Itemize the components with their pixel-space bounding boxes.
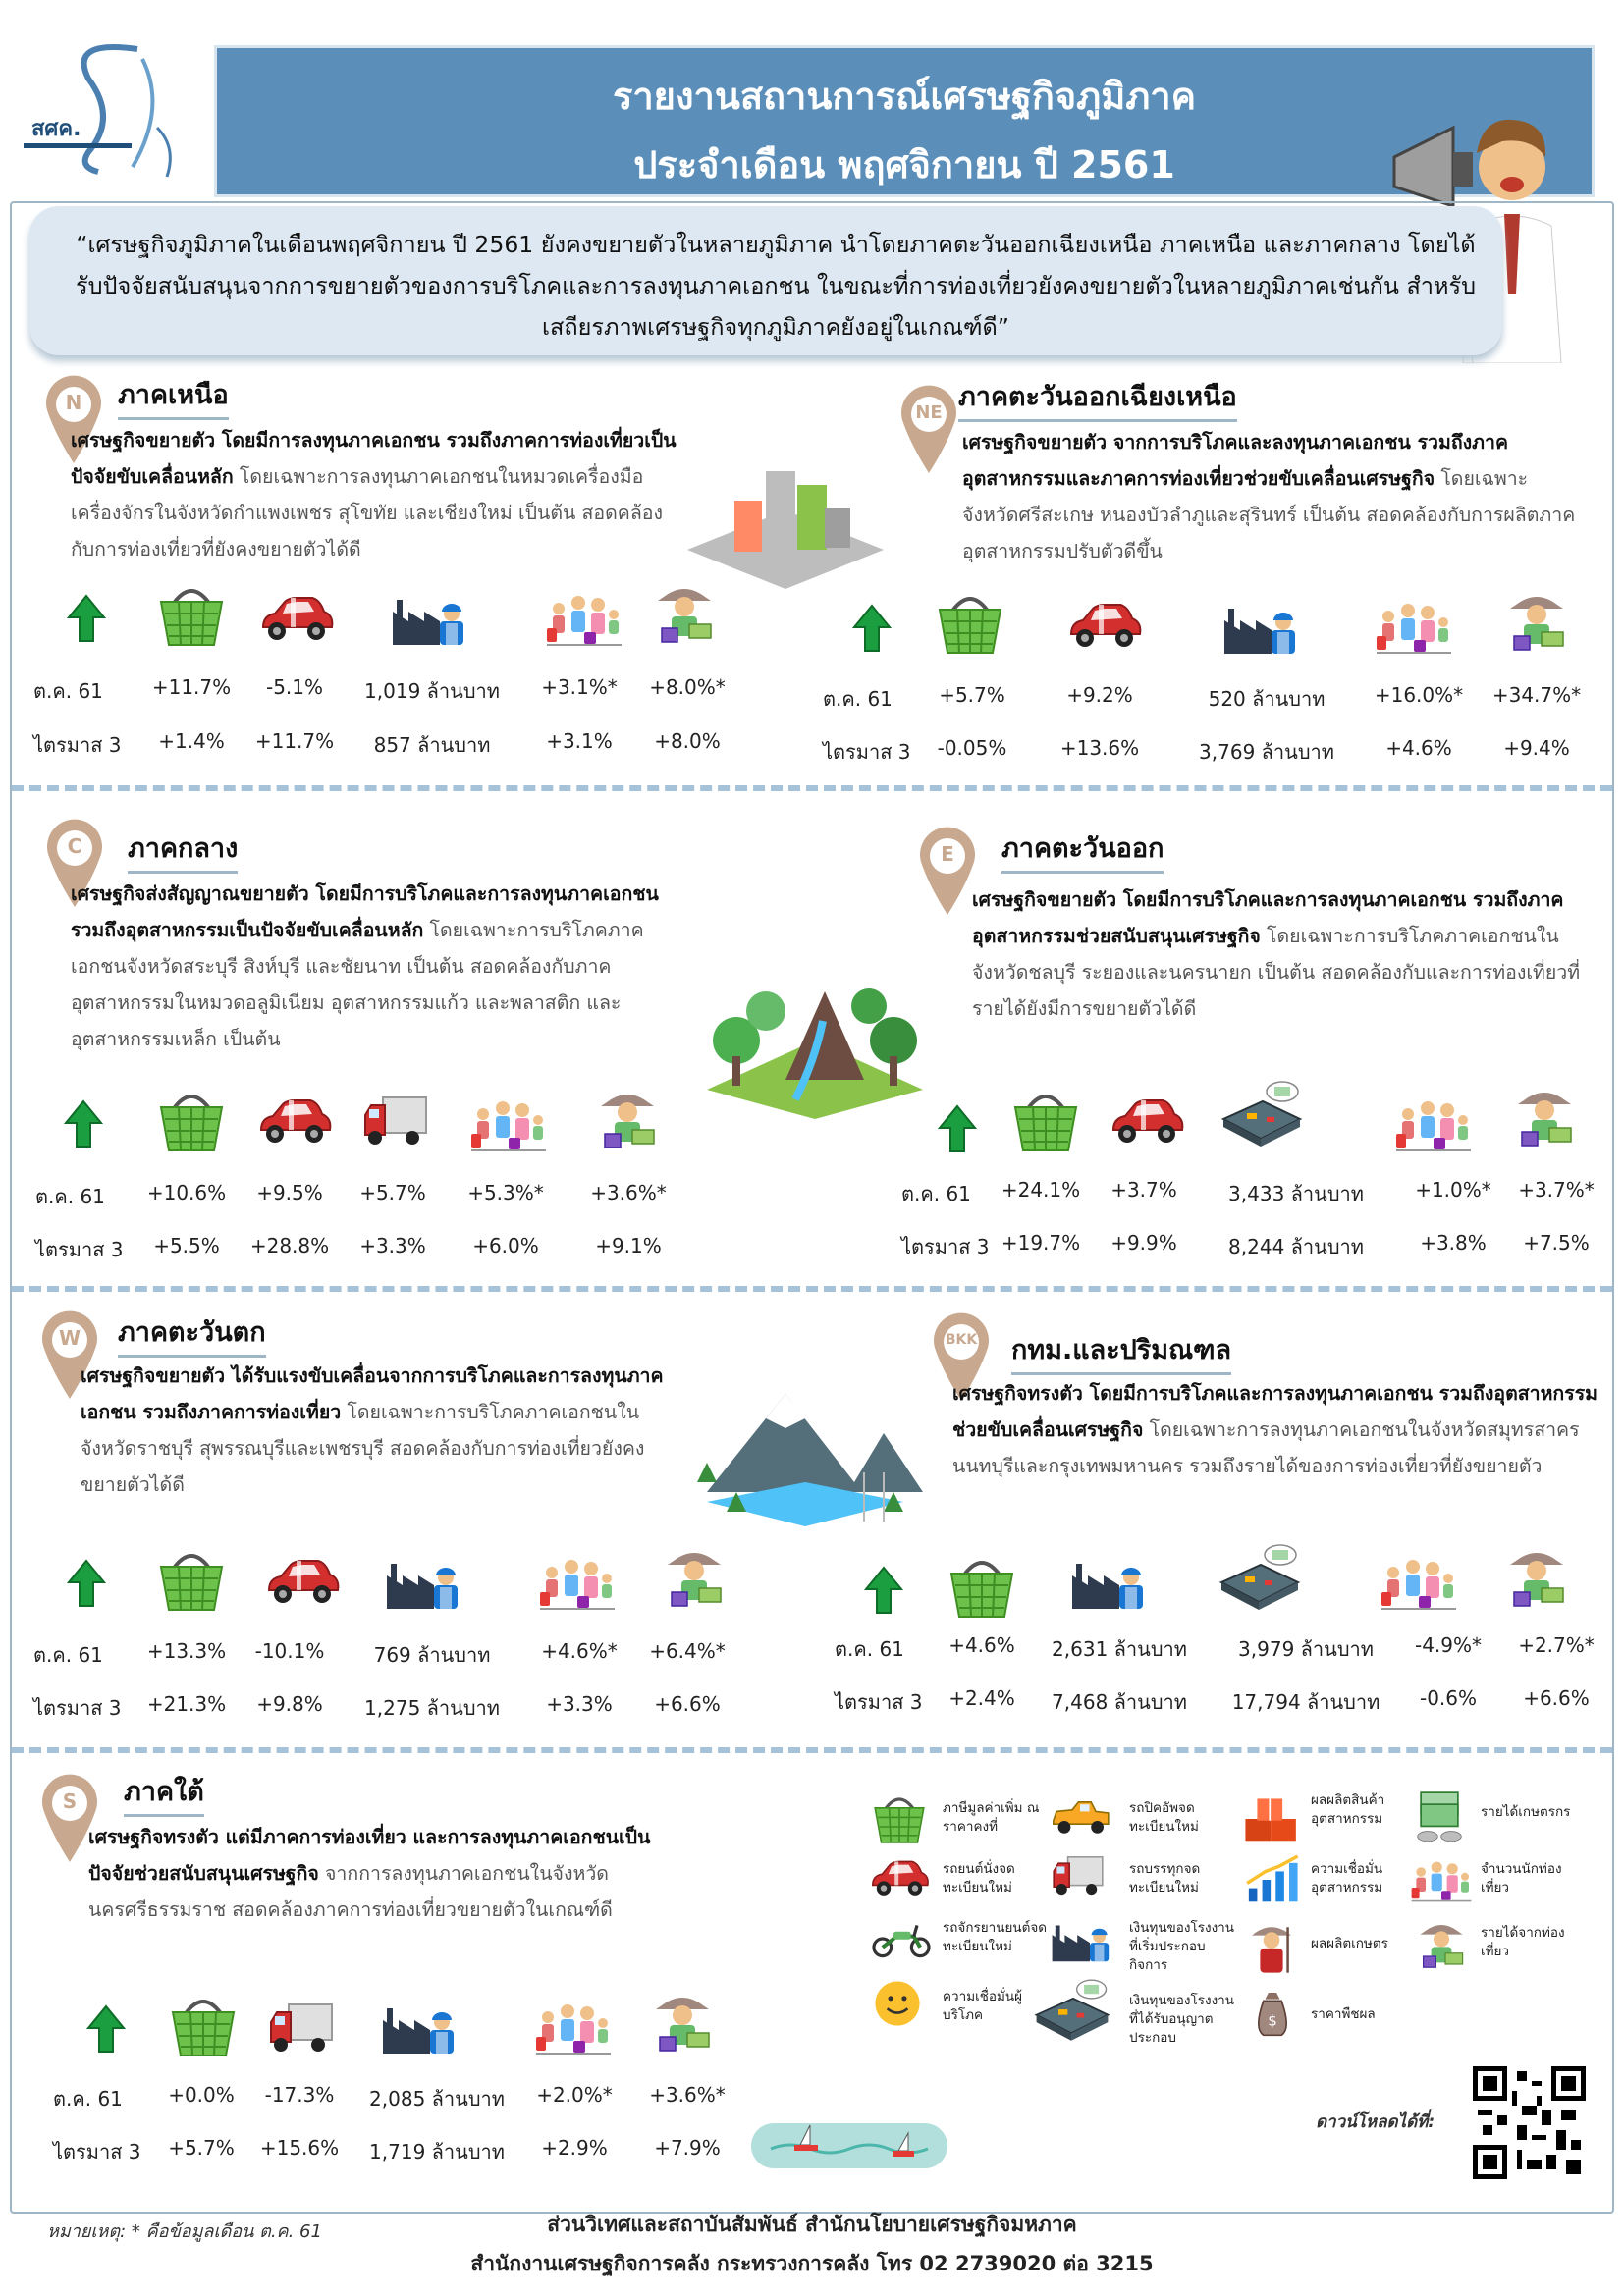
value: +3.1%* [541,675,618,699]
forest-illustration [697,962,933,1119]
factory-icon [1070,1556,1149,1611]
value: 769 ล้านบาท [373,1643,491,1667]
region-east [903,813,1610,1068]
region-description [972,881,1591,1027]
row-label: ไตรมาส 3 [835,1690,923,1714]
value: 17,794 ล้านบาท [1231,1690,1380,1714]
svg-text:สศค.: สศค. [31,117,81,141]
region-description [71,876,679,1057]
tourists-icon [1394,1095,1473,1153]
row-label: ไตรมาส 3 [35,1238,124,1261]
region-west [0,1301,707,1556]
quarter-row [815,1686,1610,1716]
value: +5.5% [153,1234,220,1257]
value: +3.8% [1420,1231,1487,1255]
row-label: ไตรมาส 3 [901,1235,990,1258]
car-icon [1065,601,1144,652]
value: -17.3% [264,2083,335,2107]
legend-farm-income: รายได้เกษตรกร [1481,1804,1571,1820]
factory-icon [1222,601,1301,656]
region-code: C [67,834,82,858]
basket-icon [157,1090,226,1152]
factory-icon [385,1556,463,1611]
value: 3,433 ล้านบาท [1228,1182,1364,1205]
region-bangkok [913,1301,1610,1556]
value: 3,979 ล้านบาท [1238,1637,1374,1661]
value: 1,275 ล้านบาท [364,1696,500,1720]
footnote: หมายเหตุ: * คือข้อมูลเดือน ต.ค. 61 [47,2221,322,2242]
tourism-income-icon [650,579,719,648]
value: +3.1% [546,729,613,753]
money-bag-icon [1252,1988,1293,2037]
machinery-icon [1031,1978,1113,2043]
legend-vat: ภาษีมูลค่าเพิ่ม ณ ราคาคงที่ [943,1800,1040,1835]
value: 2,631 ล้านบาท [1052,1637,1187,1661]
summary-text: “เศรษฐกิจภูมิภาคในเดือนพฤศจิกายน ปี 2561 ยังคงขยายตัวในหลายภูมิภาค นำโดยภาคตะวันออกเฉียงเหนือ ภาคเหนือ และภาคกลาง โดยได้รับปัจจัยสนับสนุนจากการขยายตัวของการบริโภคและการลงทุนภาคเอกชน ในขณะที่การท่องเที่ยวยังคงขยายตัวในหลายภูมิภาคเช่นกัน สำหรับเสถียรภาพเศรษฐกิจทุกภูมิภาคยังอยู่ในเกณฑ์ดี” [75,231,1477,341]
tourists-icon [545,589,623,648]
region-name: ภาคใต้ [124,1770,204,1817]
value: +3.7% [1110,1178,1177,1201]
value: -4.9%* [1414,1633,1483,1657]
summary-box [29,206,1502,355]
basket-icon [157,584,226,647]
region-detail: โดยเฉพาะการบริโภคภาคเอกชนจังหวัดสระบุรี สิงห์บุรี และชัยนาท เป็นต้น สอดคล้องกับภาคอุตสาหกรรมในหมวดอลูมิเนียม อุตสาหกรรมแก้ว และพลาสติก และอุตสาหกรรมเหล็ก เป็นต้น [71,919,644,1050]
tourism-income-icon [1502,587,1571,656]
month-row [0,1181,707,1210]
factory-icon [391,592,469,647]
value: +2.4% [948,1686,1015,1710]
tourists-icon [1380,1553,1458,1612]
tourists-icon [534,1998,613,2056]
report-title: รายงานสถานการณ์เศรษฐกิจภูมิภาค [612,75,1197,118]
value: +3.3% [359,1234,426,1257]
value: +13.3% [146,1639,227,1663]
legend-tourists: จำนวนนักท่องเที่ยว [1481,1861,1562,1896]
region-detail: โดยเฉพาะการลงทุนภาคเอกชนในจังหวัดสมุทรสาคร นนทบุรีและกรุงเทพมหานคร รวมถึงรายได้ของการท่องเที่ยวที่ยังขยายตัว [952,1418,1580,1477]
value: +9.5% [256,1181,323,1204]
value: +6.6% [1523,1686,1590,1710]
region-code: NE [915,402,943,423]
value: +1.4% [158,729,225,753]
motorcycle-icon [870,1919,933,1958]
row-label: ต.ค. 61 [901,1182,971,1205]
month-row [815,1633,1610,1663]
value: +16.0%* [1374,683,1464,707]
factory-icon [381,2001,460,2056]
bar-chart-icon [1242,1854,1301,1905]
region-detail: โดยเฉพาะการบริโภคภาคเอกชนในจังหวัดราชบุรี สุพรรณบุรีและเพชรบุรี สอดคล้องกับการท่องเที่ยวยังคงขยายตัวได้ดี [81,1401,645,1496]
value: +4.6% [1385,736,1452,760]
value: +8.0% [654,729,721,753]
row-label: ต.ค. 61 [823,687,893,711]
value: +7.9% [654,2136,721,2160]
value: -0.05% [937,736,1007,760]
value: +6.0% [472,1234,539,1257]
legend-car-reg: รถยนต์นั่งจดทะเบียนใหม่ [943,1861,1015,1896]
tourism-income-icon [1414,1917,1469,1972]
value: 520 ล้านบาท [1208,687,1326,711]
region-detail: โดยเฉพาะจังหวัดศรีสะเกษ หนองบัวลำภูและสุรินทร์ เป็นต้น สอดคล้องกับการผลิตภาคอุตสาหกรรมปรับตัวดีขึ้น [962,467,1576,562]
value: +2.0%* [536,2083,613,2107]
value: 857 ล้านบาท [373,733,491,757]
tourism-income-icon [648,1988,717,2056]
up-arrow-icon [864,1566,903,1615]
value: +5.3%* [467,1181,544,1204]
month-row [0,2083,746,2112]
region-highlight: เศรษฐกิจขยายตัว โดยมีการลงทุนภาคเอกชน รวมถึงภาคการท่องเที่ยวเป็นปัจจัยขับเคลื่อนหลัก [71,429,677,488]
value: -5.1% [265,675,324,699]
region-description [962,424,1581,569]
region-name: ภาคกลาง [128,827,238,874]
value: 1,019 ล้านบาท [364,679,500,703]
region-name: ภาคตะวันตก [118,1310,266,1358]
value: +19.7% [1001,1231,1081,1255]
up-arrow-icon [86,2004,126,2054]
boxes-icon [1242,1793,1301,1844]
value: +11.7% [151,675,232,699]
value: +9.9% [1110,1231,1177,1255]
up-arrow-icon [67,1559,106,1608]
region-detail: โดยเฉพาะการบริโภคภาคเอกชนในจังหวัดชลบุรี ระยองและนครนายก เป็นต้น สอดคล้องกับและการท่องเที่ยวที่รายได้ยังมีการขยายตัวได้ดี [972,925,1581,1020]
region-code: BKK [945,1332,978,1348]
quarter-row [0,2136,746,2165]
tourism-income-icon [660,1543,729,1612]
legend-licensed-factory: เงินทุนของโรงงานที่ได้รับอนุญาตประกอบ [1129,1993,1234,2046]
value: +15.6% [259,2136,340,2160]
legend-truck-reg: รถบรรทุกจดทะเบียนใหม่ [1129,1861,1201,1896]
legend-new-factory: เงินทุนของโรงงานที่เริ่มประกอบกิจการ [1129,1920,1234,1973]
value: +34.7%* [1491,683,1582,707]
month-row [884,1178,1610,1207]
month-row [815,683,1620,713]
value: 7,468 ล้านบาท [1052,1690,1187,1714]
value: +7.5% [1523,1231,1590,1255]
region-name: ภาคตะวันออกเฉียงเหนือ [958,375,1237,422]
value: +9.2% [1066,683,1133,707]
download-label: ดาวน์โหลดได้ที่: [1316,2112,1435,2132]
region-code: W [58,1326,81,1350]
report-period: ประจำเดือน พฤศจิกายน ปี 2561 [633,143,1175,187]
basket-icon [936,592,1004,655]
row-label: ต.ค. 61 [53,2087,123,2110]
value: +6.6% [654,1692,721,1716]
farmer-icon [1247,1919,1296,1976]
value: +11.7% [254,729,335,753]
legend-confidence: ความเชื่อมั่นผู้บริโภค [943,1989,1023,2023]
logo [20,20,196,191]
car-icon [1108,1096,1186,1148]
factory-icon [1051,1919,1113,1963]
region-detail: จากการลงทุนภาคเอกชนในจังหวัดนครศรีธรรมราช สอดคล้องภาคการท่องเที่ยวขยายตัวในเกณฑ์ดี [88,1862,613,1921]
value: +13.6% [1059,736,1140,760]
value: 2,085 ล้านบาท [369,2087,505,2110]
basket-icon [872,1793,927,1844]
region-description [71,422,679,567]
up-arrow-icon [938,1104,977,1153]
divider [12,1286,1612,1292]
quarter-row [815,736,1620,766]
region-highlight: เศรษฐกิจทรงตัว โดยมีการบริโภคและการลงทุนภาคเอกชน รวมถึงอุตสาหกรรมช่วยขับเคลื่อนเศรษฐกิจ [952,1382,1598,1441]
thumbs-up-icon [872,1978,923,2029]
region-highlight: เศรษฐกิจขยายตัว ได้รับแรงขับเคลื่อนจากการบริโภคและการลงทุนภาคเอกชน รวมถึงภาคการท่องเที่ยว [81,1364,664,1423]
value: +2.9% [541,2136,608,2160]
region-highlight: เศรษฐกิจขยายตัว จากการบริโภคและลงทุนภาคเอกชน รวมถึงภาคอุตสาหกรรมและภาคการท่องเที่ยวช่วยขับเคลื่อนเศรษฐกิจ [962,431,1509,490]
legend [864,1782,1610,2106]
region-code: S [62,1789,78,1813]
quarter-row [884,1231,1610,1260]
value: +3.6%* [590,1181,667,1204]
value: -10.1% [254,1639,325,1663]
basket-icon [157,1549,226,1612]
legend-pickup-reg: รถปิคอัพจดทะเบียนใหม่ [1129,1800,1199,1835]
value: 3,769 ล้านบาท [1199,740,1334,764]
basket-icon [169,1995,238,2057]
car-icon [263,1557,342,1608]
tourism-income-icon [1510,1083,1579,1151]
value: +5.7% [939,683,1005,707]
machinery-icon [1216,1543,1304,1612]
car-icon [868,1858,931,1899]
row-label: ต.ค. 61 [33,1643,103,1667]
value: +8.0%* [649,675,726,699]
sea-illustration [751,2115,947,2174]
legend-moto-reg: รถจักรยานยนต์จดทะเบียนใหม่ [943,1920,1048,1954]
region-central [0,813,707,1068]
value: +2.7%* [1518,1633,1595,1657]
region-name: กทม.และปริมณฑล [1011,1328,1231,1375]
legend-industry-conf: ความเชื่อมั่นอุตสาหกรรม [1311,1861,1383,1896]
value: +3.7%* [1518,1178,1595,1201]
region-name: ภาคตะวันออก [1001,827,1164,874]
region-south [0,1762,707,1998]
footer-department: ส่วนวิเทศและสถาบันสัมพันธ์ สำนักนโยบายเศรษฐกิจมหภาค [547,2213,1077,2236]
truck-icon [361,1092,430,1150]
legend-farm-output: ผลผลิตเกษตร [1311,1936,1388,1951]
row-label: ต.ค. 61 [35,1185,105,1208]
month-row [0,1639,746,1669]
tourists-icon [469,1095,548,1153]
row-label: ต.ค. 61 [835,1637,904,1661]
region-name: ภาคเหนือ [118,373,229,420]
value: +9.4% [1503,736,1570,760]
legend-crop-price: ราคาพืชผล [1311,2006,1376,2022]
tourism-income-icon [1502,1543,1571,1612]
value: +28.8% [249,1234,330,1257]
mountain-illustration [687,1374,923,1531]
tourism-income-icon [593,1085,662,1153]
value: +3.6%* [649,2083,726,2107]
value: +9.1% [595,1234,662,1257]
pickup-icon [1049,1797,1111,1837]
row-label: ไตรมาส 3 [53,2140,141,2163]
value: 8,244 ล้านบาท [1228,1235,1364,1258]
map-pin-icon [898,385,959,475]
value: +5.7% [168,2136,235,2160]
value: +1.0%* [1415,1178,1491,1201]
region-description [81,1358,679,1503]
tourists-icon [538,1553,617,1612]
region-description [952,1375,1600,1484]
value: +4.6%* [541,1639,618,1663]
region-description [88,1819,677,1928]
row-label: ไตรมาส 3 [823,740,911,764]
machinery-icon [1218,1080,1306,1148]
city-illustration [687,461,884,589]
region-highlight: เศรษฐกิจทรงตัว แต่มีภาคการท่องเที่ยว และการลงทุนภาคเอกชนเป็นปัจจัยช่วยสนับสนุนเศรษฐกิจ [88,1826,651,1885]
truck-icon [267,1999,336,2057]
car-icon [255,1096,334,1148]
divider [12,1747,1612,1753]
value: -0.6% [1419,1686,1478,1710]
region-highlight: เศรษฐกิจส่งสัญญาณขยายตัว โดยมีการบริโภคและการลงทุนภาคเอกชน รวมถึงอุตสาหกรรมเป็นปัจจัยขับเคลื่อนหลัก [71,882,659,941]
truck-icon [1051,1852,1106,1899]
region-code: N [65,391,82,414]
legend-tourism-income: รายได้จากท่องเที่ยว [1481,1925,1565,1959]
value: +5.7% [359,1181,426,1204]
car-icon [257,594,336,645]
value: +0.0% [168,2083,235,2107]
region-highlight: เศรษฐกิจขยายตัว โดยมีการบริโภคและการลงทุนภาคเอกชน รวมถึงภาคอุตสาหกรรมช่วยสนับสนุนเศรษฐกิจ [972,888,1564,947]
basket-icon [1011,1090,1080,1152]
quarter-row [0,729,805,759]
value: +4.6% [948,1633,1015,1657]
region-code: E [941,842,954,866]
row-label: ไตรมาส 3 [33,1696,122,1720]
value: +6.4%* [649,1639,726,1663]
map-pin-icon [917,827,978,917]
basket-icon [947,1556,1016,1619]
row-label: ไตรมาส 3 [33,733,122,757]
value: +9.8% [256,1692,323,1716]
tourists-icon [1375,597,1453,656]
cash-icon [1414,1788,1465,1846]
value: +10.6% [146,1181,227,1204]
quarter-row [0,1234,707,1263]
footer-contact: สำนักงานเศรษฐกิจการคลัง กระทรวงการคลัง โทร 02 2739020 ต่อ 3215 [470,2252,1154,2275]
month-row [0,675,805,705]
value: +3.3% [546,1692,613,1716]
legend-industry-output: ผลผลิตสินค้าอุตสาหกรรม [1311,1792,1385,1827]
up-arrow-icon [64,1099,103,1148]
region-detail: โดยเฉพาะการลงทุนภาคเอกชนในหมวดเครื่องมือเครื่องจักรในจังหวัดกำแพงเพชร สุโขทัย และเชียงใหม่ เป็นต้น สอดคล้องกับการท่องเที่ยวที่ยังคงขยายตัวได้ดี [71,465,664,561]
quarter-row [0,1692,746,1722]
value: 1,719 ล้านบาท [369,2140,505,2163]
up-arrow-icon [67,594,106,643]
divider [12,785,1612,791]
row-label: ต.ค. 61 [33,679,103,703]
up-arrow-icon [852,604,892,653]
region-north [0,363,805,775]
value: +24.1% [1001,1178,1081,1201]
value: +21.3% [146,1692,227,1716]
qr-code[interactable] [1473,2066,1586,2179]
tourists-icon [1410,1856,1473,1903]
